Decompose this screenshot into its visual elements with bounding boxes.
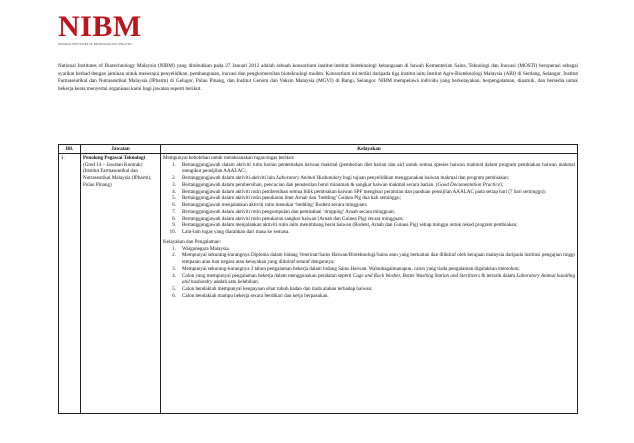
list-item: 8. Bertanggungjawab dalam aktiviti rutin penukaran sangkar haiwan (Arnab dan Guinea Pig) secara mingguan; — [172, 215, 404, 222]
list-item: 9. Bertanggungjawab dalam menjalankan aktiviti rutin iaitu menimbang berat haiwan (Rodent, Arnab dan Guinea Pig) setiap minggu untuk rekod program pembiakan; — [172, 222, 518, 229]
list-item: 6. Calon hendaklah mampu bekerja secara berdikari dan kerja berpasukan. — [172, 292, 329, 299]
list-item: 2. Mempunyai sekurang-kurangnya Diploma dalam bidang Veterinar/Sains Haiwan/Bioteknologi/Sains atau yang berkaitan dan diiktiraf oleh kerajaan malaysia daripada institusi pengajian tinggi tempatan atau luar negara atau kelayakan yang diiktiraf setaraf dengannya; — [172, 252, 575, 266]
logo-tagline: NATIONAL INSTITUTES OF BIOTECHNOLOGY MALAYSIA — [58, 43, 133, 46]
list-item: 4. Bertanggungjawab dalam aktiviti rutin pembersihan semua bilik pembiakan haiwan SPF mengikut peraturan dan panduan pensijilan AAALAC pada setiap hari (7 hari seminggu); — [172, 188, 546, 195]
position-title: Penolong Pegawai Teknologi — [83, 154, 145, 161]
qualifications-heading: Kelayakan dan Pengalaman: — [163, 238, 221, 245]
list-item: 5. Bertanggungjawab dalam aktiviti rutin penukaran liner Arnab dan ‘bedding’ Guinea Pig dua kali seminggu; — [172, 195, 402, 202]
cell-bil — [59, 154, 81, 414]
list-item: 10. Lain-lain tugas yang diarahkan dari masa ke semasa. — [169, 229, 290, 236]
logo-wordmark: NIBM — [58, 10, 142, 43]
duties-list — [163, 162, 575, 236]
row-number: 1. — [61, 154, 65, 161]
list-item: 3. Mempunyai sekurang-kurangnya 3 tahun pengalaman bekerja dalam bidang Sains Haiwan. Walaubagaimanapun, calon yang tiada pengalaman digalakkan memohon; — [172, 265, 520, 272]
qualifications-list — [163, 246, 575, 300]
list-item: 1. Warganegara Malaysia. — [172, 245, 230, 252]
table-header-row — [59, 145, 578, 154]
duties-heading: Mempunyai kebolehan untuk melaksanakan tugas-tugas berikut: — [163, 154, 295, 161]
list-item: 7. Bertanggungjawab dalam aktiviti rutin pengumpulan dan pemisahan ‘dropping’ Arnab secara mingguan; — [172, 208, 395, 215]
nibm-logo — [58, 12, 142, 46]
list-item: 6. Bertanggungjawab menjalankan aktiviti rutin menukar ‘bedding’ Rodent secara mingguan; — [172, 202, 368, 209]
header-bil: Bil. — [59, 145, 81, 154]
header-kelayakan: Kelayakan — [161, 145, 578, 154]
cell-kelayakan — [161, 154, 578, 414]
table-row — [59, 154, 578, 414]
position-grade: (Gred 14 – Jawatan Kontrak) — [83, 161, 143, 168]
list-item: 3. Bertanggungjawab dalam pembersihan, pencucian dan pensterilan botol minuman & sangkar haiwan makmal secara harian. (Good Documentation Practice); — [172, 181, 504, 188]
cell-jawatan — [81, 154, 161, 414]
list-item: 1. Bertanggungjawab dalam aktiviti rutin harian pentemakan haiwan makmal (pemberian diet harian dan air) untuk semua spesies haiwan makmal dalam program pembiakan haiwan makmal mengikut pensijilan AAALAC; — [172, 161, 575, 175]
job-table — [58, 144, 578, 414]
header-jawatan: Jawatan — [81, 145, 161, 154]
list-item: 2. Bertanggungjawab dalam aktiviti-aktiviti lain Laboratory Animal Husbandary bagi tujuan penyelidikan menggunakan haiwan makmal dan program pembiakan; — [172, 175, 510, 182]
intro-paragraph: National Institutes of Biotechnology Malaysia (NIBM) yang ditubuhkan pada 27 Januari 2012 adalah sebuah konsortium institut-institut bioteknologi kebangsaan di bawah Kementerian Sains, Teknologi dan Inovasi (MOSTI) beroperasi sebagai syarikat berhad dengan jaminan untuk menerajui penyelidikan, pembangunan, inovasi dan pengkomersilan bioteknologi moden. Konsortium ini terdiri daripada tiga institut iaitu Institut Agro-Bioteknologi Malaysia (ABI) di Serdang, Selangor, Institut Farmaseutikal dan Nutraseutikal Malaysia (IPharm) di Gelugor, Pulau Pinang, dan Institut Genom dan Vaksin Malaysia (MGVI) di Bangi, Selangor. NIBM mempelawa individu yang berkelayakan, berpengalaman, dinamik, dan bersedia untuk bekerja keras menyertai organisasi kami bagi jawatan seperti berikut. — [58, 63, 578, 92]
list-item: 5. Calon hendaklah mempunyai keupayaan sihat tubuh badan dan tiada alahan terhadap haiwan; — [172, 286, 373, 293]
list-item: 4. Calon yang mempunyai pengalaman bekerja dalam menggunakan peralatan seperti Cage and Rack Washer, Bottle Washing Station and Sterilizers & tertarik dalam Laboratory Animal handling and husbandry adalah satu kelebihan; — [172, 272, 575, 286]
position-institute: (Institut Farmaseutikal dan Nutraseutikal Malaysia (IPharm), Pulau Pinang) — [83, 168, 152, 188]
